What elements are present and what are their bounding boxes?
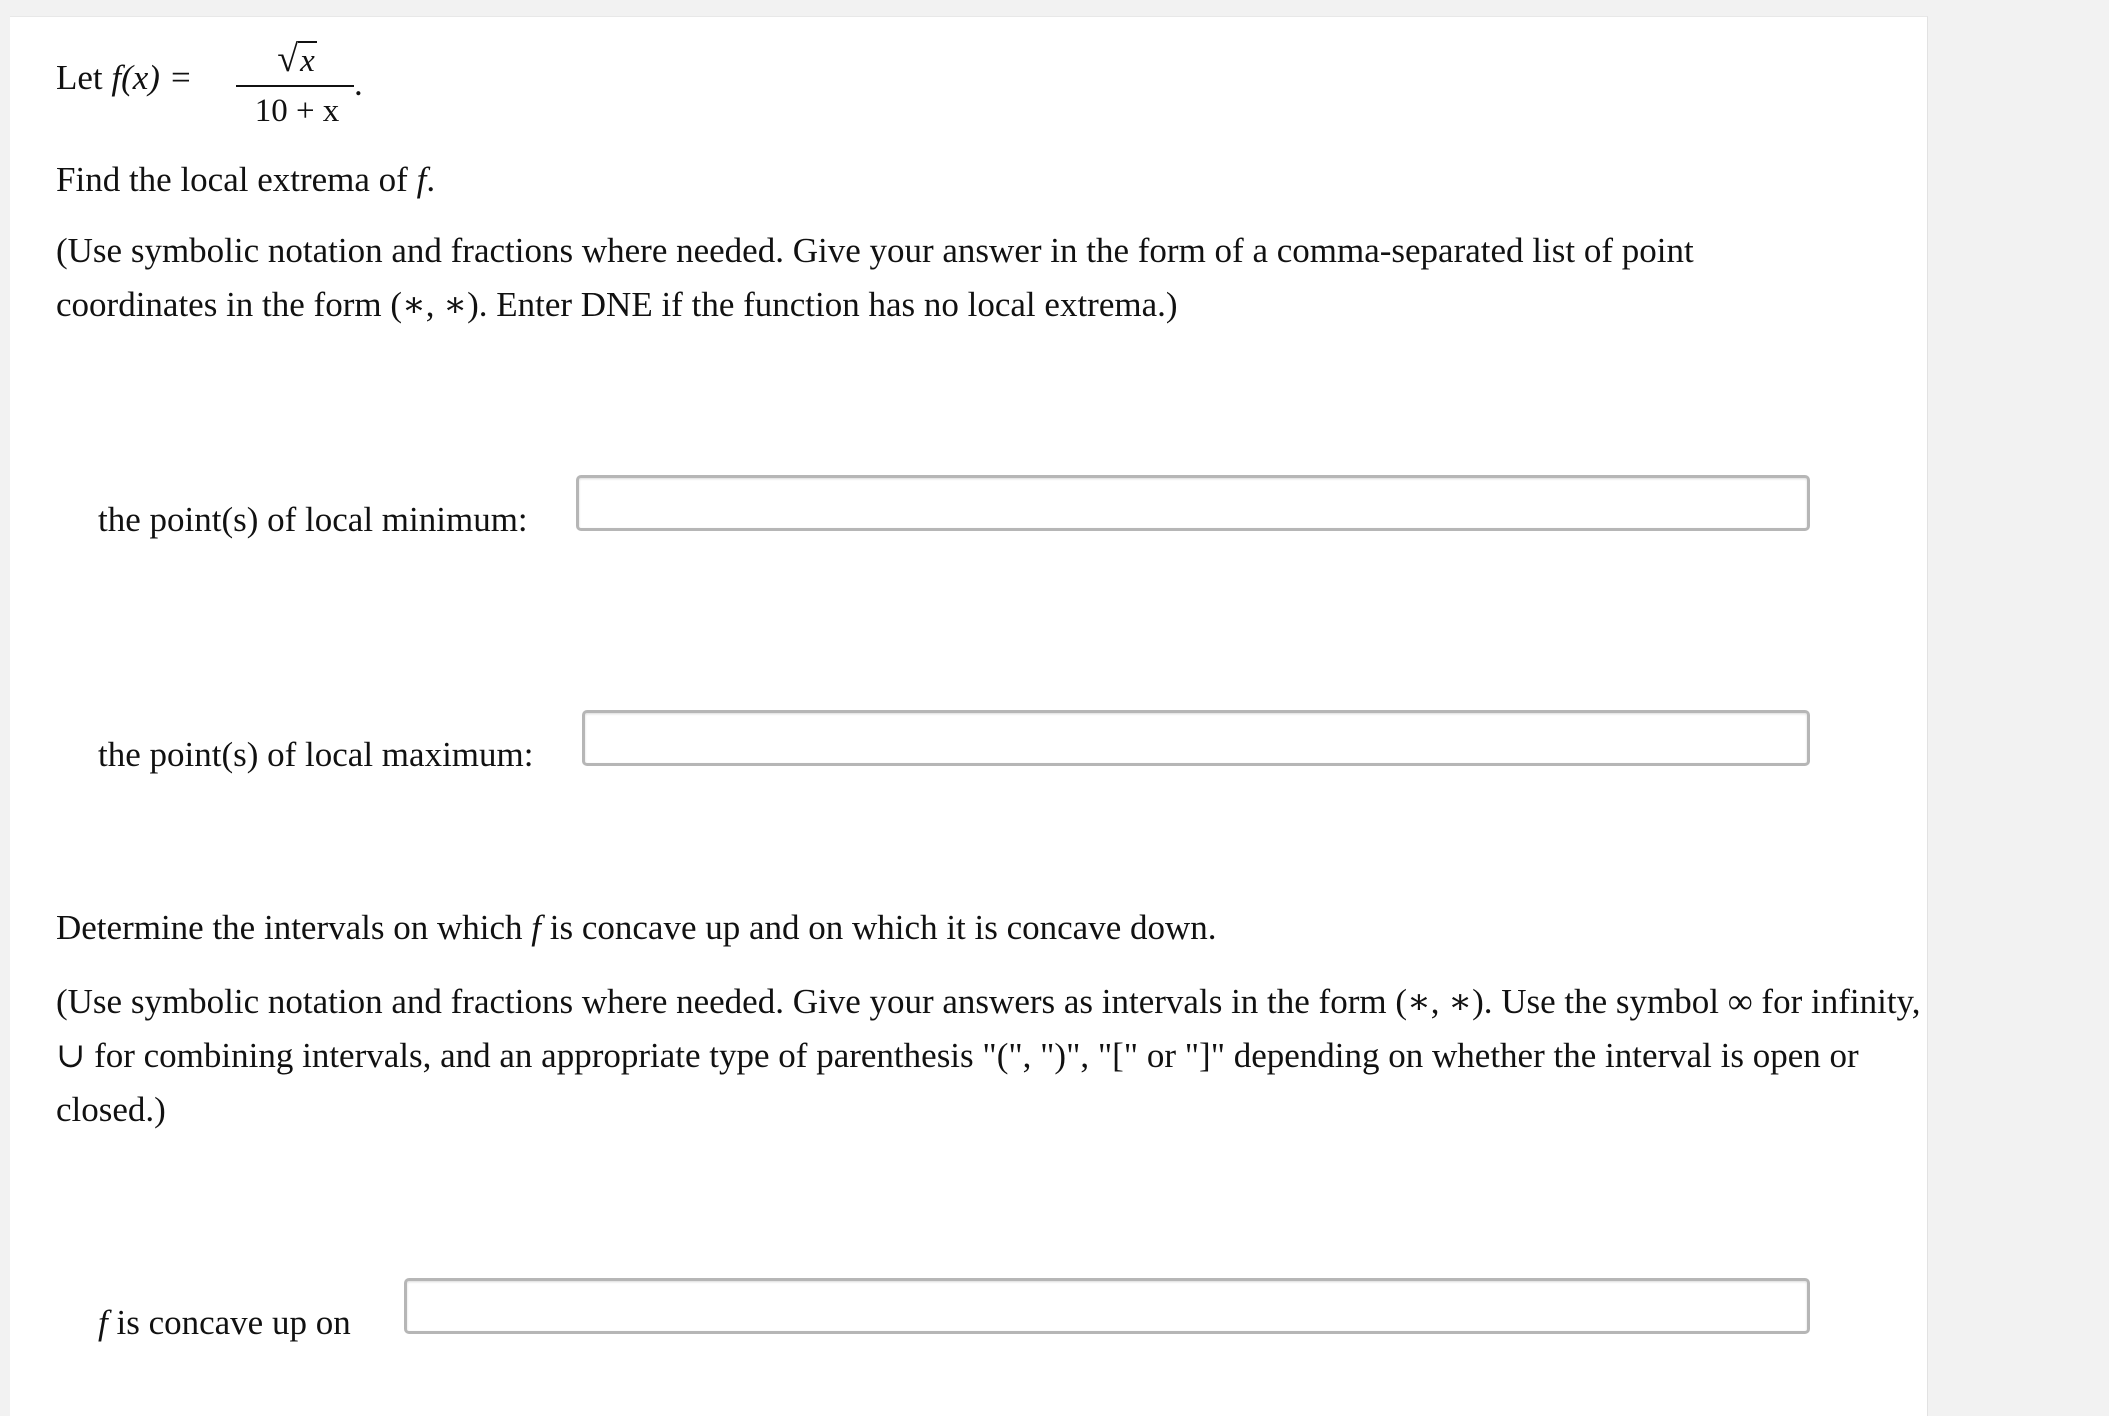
task1-end: .: [426, 160, 436, 199]
question-card: [10, 16, 1928, 1416]
concave-up-text: is concave up on: [116, 1303, 351, 1342]
task2-var: f: [531, 908, 542, 947]
definition-period: .: [354, 64, 363, 103]
function-definition: [56, 51, 192, 105]
task-concavity: [56, 901, 1217, 955]
task1-var: f: [416, 160, 427, 199]
instructions-concavity: (Use symbolic notation and fractions where needed. Give your answers as intervals in the form (∗, ∗). Use the symbol ∞ for infinity, ∪ for combining intervals, and an appropriate type of parenthesis "(", ")", "[" or "]" depending on whether the interval is open or closed.): [56, 982, 1921, 1129]
let-label: Let: [56, 58, 103, 97]
task2-post: is concave up and on which it is concave down.: [549, 908, 1217, 947]
concave-up-label: [98, 1296, 351, 1350]
task-local-extrema: [56, 153, 435, 207]
sqrt-expression: [277, 37, 317, 83]
radicand: x: [300, 43, 315, 79]
concave-up-var: f: [98, 1303, 108, 1342]
sqrt-icon: √: [277, 38, 299, 80]
local-max-input[interactable]: [582, 710, 1810, 766]
function-lhs: f(x) =: [111, 58, 193, 97]
fraction-numerator: [232, 37, 362, 81]
instructions-extrema: (Use symbolic notation and fractions where needed. Give your answer in the form of a comma-separated list of point coordinates in the form (∗, ∗). Enter DNE if the function has no local extrema.): [56, 231, 1694, 324]
fraction-denominator: 10 + x: [254, 93, 340, 129]
local-min-label: the point(s) of local minimum:: [98, 500, 528, 539]
concave-up-input[interactable]: [404, 1278, 1810, 1334]
fraction-bar: [236, 85, 354, 87]
task1-text: Find the local extrema of: [56, 160, 408, 199]
task2-pre: Determine the intervals on which: [56, 908, 523, 947]
local-min-input[interactable]: [576, 475, 1810, 531]
function-fraction: [232, 37, 362, 137]
local-max-label: the point(s) of local maximum:: [98, 735, 534, 774]
